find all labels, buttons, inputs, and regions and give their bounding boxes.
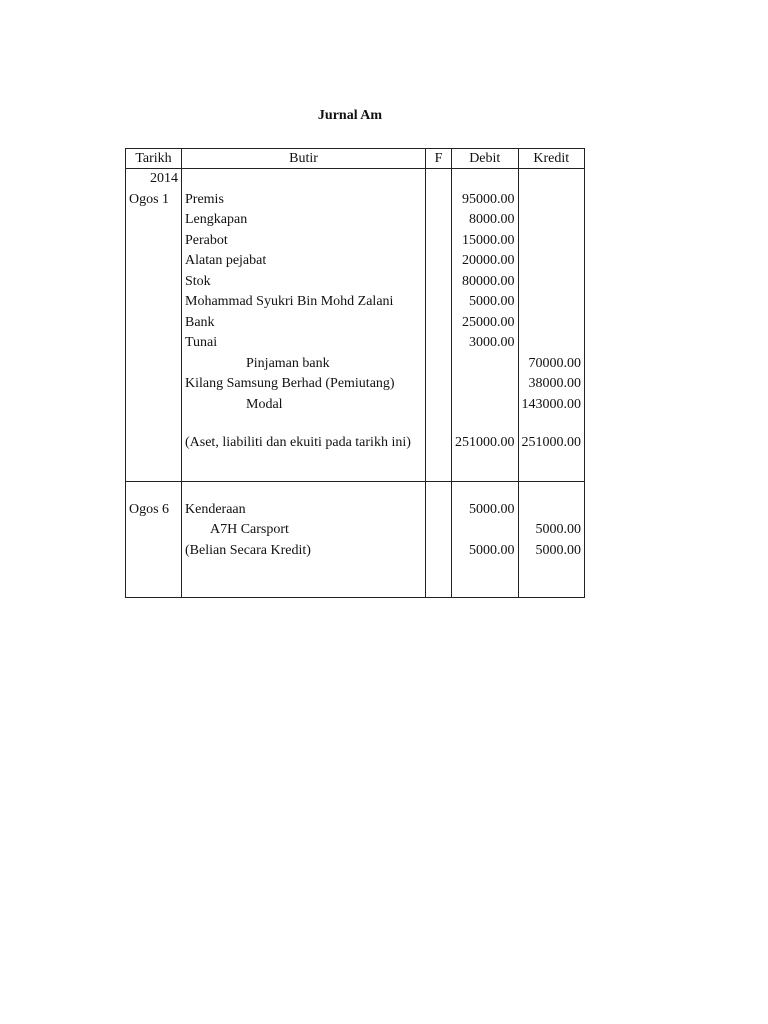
narration-cell: (Belian Secara Kredit) (182, 541, 426, 562)
credit-cell (518, 210, 585, 231)
desc-cell: Modal (182, 395, 426, 416)
desc-cell: A7H Carsport (182, 520, 426, 541)
credit-cell: 38000.00 (518, 374, 585, 395)
debit-cell: 80000.00 (452, 272, 519, 293)
desc-cell: Stok (182, 272, 426, 293)
credit-cell (518, 190, 585, 211)
credit-cell (518, 251, 585, 272)
date-cell: Ogos 1 (126, 190, 182, 211)
desc-cell: Kilang Samsung Berhad (Pemiutang) (182, 374, 426, 395)
total-credit-cell: 5000.00 (518, 541, 585, 562)
table-row (126, 500, 585, 521)
desc-cell: Premis (182, 190, 426, 211)
desc-cell: Kenderaan (182, 500, 426, 521)
header-desc: Butir (182, 149, 426, 169)
total-debit-cell: 5000.00 (452, 541, 519, 562)
table-row (126, 190, 585, 211)
desc-cell: Perabot (182, 231, 426, 252)
credit-cell (518, 292, 585, 313)
table-row (126, 520, 585, 541)
total-debit-cell: 251000.00 (452, 433, 519, 454)
table-row (126, 292, 585, 313)
credit-cell: 5000.00 (518, 520, 585, 541)
debit-cell (452, 354, 519, 375)
date-cell: Ogos 6 (126, 500, 182, 521)
table-row (126, 210, 585, 231)
credit-cell: 143000.00 (518, 395, 585, 416)
debit-cell: 3000.00 (452, 333, 519, 354)
desc-cell: Pinjaman bank (182, 354, 426, 375)
desc-cell: Lengkapan (182, 210, 426, 231)
debit-cell: 95000.00 (452, 190, 519, 211)
debit-cell: 8000.00 (452, 210, 519, 231)
narration-cell: (Aset, liabiliti dan ekuiti pada tarikh ini) (182, 433, 426, 454)
desc-cell: Tunai (182, 333, 426, 354)
journal-title: Jurnal Am (317, 108, 383, 123)
table-row (126, 272, 585, 293)
narration-row (126, 541, 585, 562)
credit-cell (518, 500, 585, 521)
table-row (126, 374, 585, 395)
table-row (126, 395, 585, 416)
table-row (126, 333, 585, 354)
credit-cell (518, 333, 585, 354)
total-credit-cell: 251000.00 (518, 433, 585, 454)
credit-cell (518, 272, 585, 293)
table-row (126, 354, 585, 375)
debit-cell: 5000.00 (452, 500, 519, 521)
header-folio: F (426, 149, 452, 169)
header-row (126, 149, 585, 169)
header-date: Tarikh (126, 149, 182, 169)
desc-cell: Alatan pejabat (182, 251, 426, 272)
credit-cell (518, 313, 585, 334)
debit-cell: 5000.00 (452, 292, 519, 313)
debit-cell (452, 395, 519, 416)
debit-cell: 15000.00 (452, 231, 519, 252)
year-cell: 2014 (126, 169, 182, 190)
narration-row (126, 433, 585, 454)
journal-table (125, 148, 585, 598)
header-debit: Debit (452, 149, 519, 169)
desc-cell: Bank (182, 313, 426, 334)
debit-cell (452, 374, 519, 395)
debit-cell (452, 520, 519, 541)
table-row (126, 231, 585, 252)
credit-cell: 70000.00 (518, 354, 585, 375)
table-row (126, 251, 585, 272)
debit-cell: 20000.00 (452, 251, 519, 272)
credit-cell (518, 231, 585, 252)
debit-cell: 25000.00 (452, 313, 519, 334)
table-row (126, 313, 585, 334)
header-credit: Kredit (518, 149, 585, 169)
desc-cell: Mohammad Syukri Bin Mohd Zalani (182, 292, 426, 313)
year-row (126, 169, 585, 190)
